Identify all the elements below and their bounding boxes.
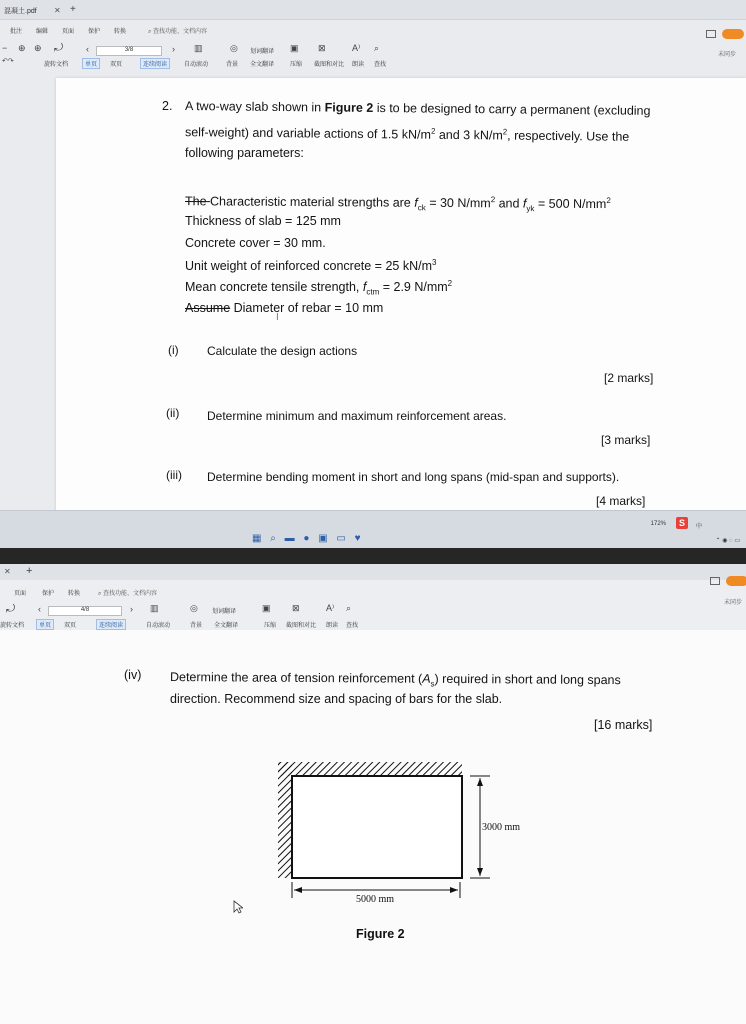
translate-button[interactable]: 划词翻译 xyxy=(250,49,275,55)
eye-icon[interactable]: ◎ xyxy=(230,43,238,53)
question-intro-line1: A two-way slab shown in Figure 2 is to be designed to carry a permanent (excluding xyxy=(184,99,651,118)
undo-icon[interactable]: ↶↷ xyxy=(2,58,14,65)
close-tab-icon-2[interactable]: ✕ xyxy=(4,567,11,576)
compress-icon[interactable]: ▣ xyxy=(290,43,299,53)
next-page-icon[interactable]: › xyxy=(172,44,175,54)
taskbar xyxy=(0,510,746,548)
page-indicator-2[interactable]: 4/8 xyxy=(48,606,122,616)
translate-button-2[interactable]: 划词翻译 xyxy=(212,609,237,615)
dim-h-arrow-right xyxy=(450,887,458,893)
param-tensile-strength: Mean concrete tensile strength, $f_{ctm} = 2.9$ $N/mm^2$ xyxy=(185,279,453,297)
close-tab-icon[interactable]: ✕ xyxy=(54,6,61,15)
part-ii-text: Determine minimum and maximum reinforcement areas. xyxy=(207,409,507,423)
screenshot-icon-2[interactable]: ⊠ xyxy=(292,603,300,613)
menu-bar-2 xyxy=(0,586,746,598)
account-badge[interactable] xyxy=(722,29,744,39)
tab-bar xyxy=(0,0,746,20)
slab-figure xyxy=(270,758,540,908)
param-rebar-diameter: Assume Diameter of rebar = 10 mm xyxy=(185,301,384,315)
sogou-ime-icon[interactable]: S xyxy=(676,517,688,529)
compress-button-2[interactable]: 压缩 xyxy=(264,623,277,629)
find-button-2[interactable]: 查找 xyxy=(346,623,359,629)
double-page-button-2[interactable]: 双页 xyxy=(64,623,77,629)
rotate-icon[interactable]: ⤾ xyxy=(54,42,64,54)
layout-icon-2[interactable] xyxy=(710,577,720,585)
layout-icon[interactable] xyxy=(706,30,716,38)
figure-ref: Figure 2 xyxy=(324,100,374,115)
rotate-icon-2[interactable]: ⤾ xyxy=(6,603,16,615)
menu-convert-2[interactable]: 转换 xyxy=(68,591,81,597)
text-cursor-icon: I xyxy=(276,312,279,323)
new-tab-icon[interactable]: + xyxy=(70,4,76,15)
part-ii-marks: [3 marks] xyxy=(601,433,651,447)
part-iii-label: (iii) xyxy=(166,468,182,482)
param-cover: Concrete cover = 30 mm. xyxy=(185,236,326,250)
search-box-2[interactable] xyxy=(98,588,157,598)
find-icon-2[interactable]: ⌕ xyxy=(346,603,352,613)
system-tray-icons[interactable]: ⌃ ◉ ◌ ▭ xyxy=(715,538,740,544)
fit-width-icon[interactable]: ▥ xyxy=(194,43,203,53)
param-material-strength: The Characteristic material strengths are $f_{ck} = 30$ $N/mm^2$ and $f_{yk} = 500$ $N/mm^2$ xyxy=(184,194,611,214)
question-intro-line3: following parameters: xyxy=(185,146,304,160)
background-button-2[interactable]: 背景 xyxy=(190,623,203,629)
screenshot-icon[interactable]: ⊠ xyxy=(318,43,326,53)
monitor-bezel xyxy=(0,548,746,564)
screenshot-compare-button-2[interactable]: 截图和对比 xyxy=(286,623,317,629)
read-aloud-icon-2[interactable]: A⁾ xyxy=(326,603,335,613)
background-button[interactable]: 背景 xyxy=(226,62,239,68)
search-icon-2: ⌕ xyxy=(98,591,102,597)
dim-horizontal-label: 5000 mm xyxy=(356,894,395,905)
part-ii-label: (ii) xyxy=(166,406,180,420)
find-icon[interactable]: ⌕ xyxy=(374,43,380,53)
part-i-label: (i) xyxy=(168,343,179,357)
next-page-icon-2[interactable]: › xyxy=(130,604,133,614)
menu-bar xyxy=(0,24,746,38)
read-aloud-button-2[interactable]: 朗读 xyxy=(326,623,339,629)
part-iv-label: (iv) xyxy=(124,668,142,682)
double-page-button[interactable]: 双页 xyxy=(110,62,123,68)
menu-page[interactable]: 页面 xyxy=(62,29,75,35)
question-number: 2. xyxy=(162,99,173,113)
window-controls xyxy=(704,28,744,40)
dim-v-arrow-bottom xyxy=(477,868,483,876)
zoom-in-icon[interactable]: ⊕ xyxy=(18,43,26,53)
page-indicator[interactable]: 3/8 xyxy=(96,46,162,56)
slab-outline xyxy=(292,776,462,878)
part-iv-line2: direction. Recommend size and spacing of bars for the slab. xyxy=(170,692,503,706)
prev-page-icon-2[interactable]: ‹ xyxy=(38,604,41,614)
search-box[interactable] xyxy=(148,26,207,36)
rotate-doc-button[interactable]: 旋转文档 xyxy=(44,62,69,68)
new-tab-icon-2[interactable]: + xyxy=(26,565,33,577)
auto-scroll-button-2[interactable]: 自动滚动 xyxy=(146,623,171,629)
find-button[interactable]: 查找 xyxy=(374,62,387,68)
prev-page-icon[interactable]: ‹ xyxy=(86,44,89,54)
compress-button[interactable]: 压缩 xyxy=(290,62,303,68)
auto-scroll-button[interactable]: 自动滚动 xyxy=(184,62,209,68)
param-thickness: Thickness of slab = 125 mm xyxy=(185,214,341,228)
single-page-button-2[interactable]: 单页 xyxy=(36,619,54,630)
part-iv-marks: [16 marks] xyxy=(594,718,653,732)
compress-icon-2[interactable]: ▣ xyxy=(262,603,271,613)
account-badge-2[interactable] xyxy=(726,576,746,586)
read-aloud-icon[interactable]: A⁾ xyxy=(352,43,361,53)
part-iv-line1: Determine the area of tension reinforcement $(A_s)$ required in short and long spans xyxy=(169,670,621,689)
read-aloud-button[interactable]: 朗读 xyxy=(352,62,365,68)
full-translate-button[interactable]: 全文翻译 xyxy=(250,62,275,68)
sync-status-2[interactable]: 未同步 xyxy=(723,600,742,606)
top-edge-hatch xyxy=(278,762,462,776)
zoom-level[interactable]: 172% xyxy=(650,521,666,527)
rotate-doc-button-2[interactable]: 旋转文档 xyxy=(0,623,25,629)
dim-h-arrow-left xyxy=(294,887,302,893)
fit-width-icon-2[interactable]: ▥ xyxy=(150,603,159,613)
fit-page-icon[interactable]: ⊕ xyxy=(34,43,42,53)
sync-status[interactable]: 未同步 xyxy=(717,52,736,58)
ime-language[interactable]: 中 xyxy=(695,524,702,530)
part-iii-marks: [4 marks] xyxy=(596,494,646,508)
full-translate-button-2[interactable]: 全文翻译 xyxy=(214,623,239,629)
window-controls-2 xyxy=(706,574,746,588)
menu-protect-2[interactable]: 保护 xyxy=(42,591,55,597)
menu-annotate[interactable]: 批注 xyxy=(10,29,23,35)
dim-v-arrow-top xyxy=(477,778,483,786)
document-tab[interactable]: 混凝土.pdf xyxy=(4,8,37,15)
continuous-read-button-2[interactable]: 连续阅读 xyxy=(96,619,126,630)
param-unit-weight: Unit weight of reinforced concrete = 25 $kN/m^3$ xyxy=(185,258,437,274)
part-i-marks: [2 marks] xyxy=(604,371,654,385)
search-placeholder: 查找功能、文档内容 xyxy=(153,29,208,35)
search-icon: ⌕ xyxy=(148,29,152,35)
menu-edit[interactable]: 编辑 xyxy=(36,29,49,35)
part-iii-text: Determine bending moment in short and long spans (mid-span and supports). xyxy=(207,470,620,484)
question-intro-line2: self-weight) and variable actions of 1.5 $kN/m^2$ and 3 $kN/m^2$, respectively. Use the xyxy=(184,125,630,144)
single-page-button[interactable]: 单页 xyxy=(82,58,100,69)
screenshot-compare-button[interactable]: 截图和对比 xyxy=(314,62,345,68)
continuous-read-button[interactable]: 连续阅读 xyxy=(140,58,170,69)
part-i-text: Calculate the design actions xyxy=(207,344,358,358)
mouse-pointer-icon xyxy=(233,900,243,914)
document-page xyxy=(56,78,746,518)
search-placeholder-2: 查找功能、文档内容 xyxy=(103,591,158,597)
menu-convert[interactable]: 转换 xyxy=(114,29,127,35)
figure-caption: Figure 2 xyxy=(356,927,405,941)
tab-bar-2 xyxy=(0,564,746,580)
eye-icon-2[interactable]: ◎ xyxy=(190,603,198,613)
dim-vertical-label: 3000 mm xyxy=(482,822,521,833)
taskbar-app-icons[interactable]: ▦ ⌕ ▬ ● ▣ ▭ ♥ xyxy=(252,533,364,544)
zoom-out-icon[interactable]: − xyxy=(2,43,8,53)
left-edge-hatch xyxy=(278,762,292,878)
menu-page-2[interactable]: 页面 xyxy=(14,591,27,597)
menu-protect[interactable]: 保护 xyxy=(88,29,101,35)
